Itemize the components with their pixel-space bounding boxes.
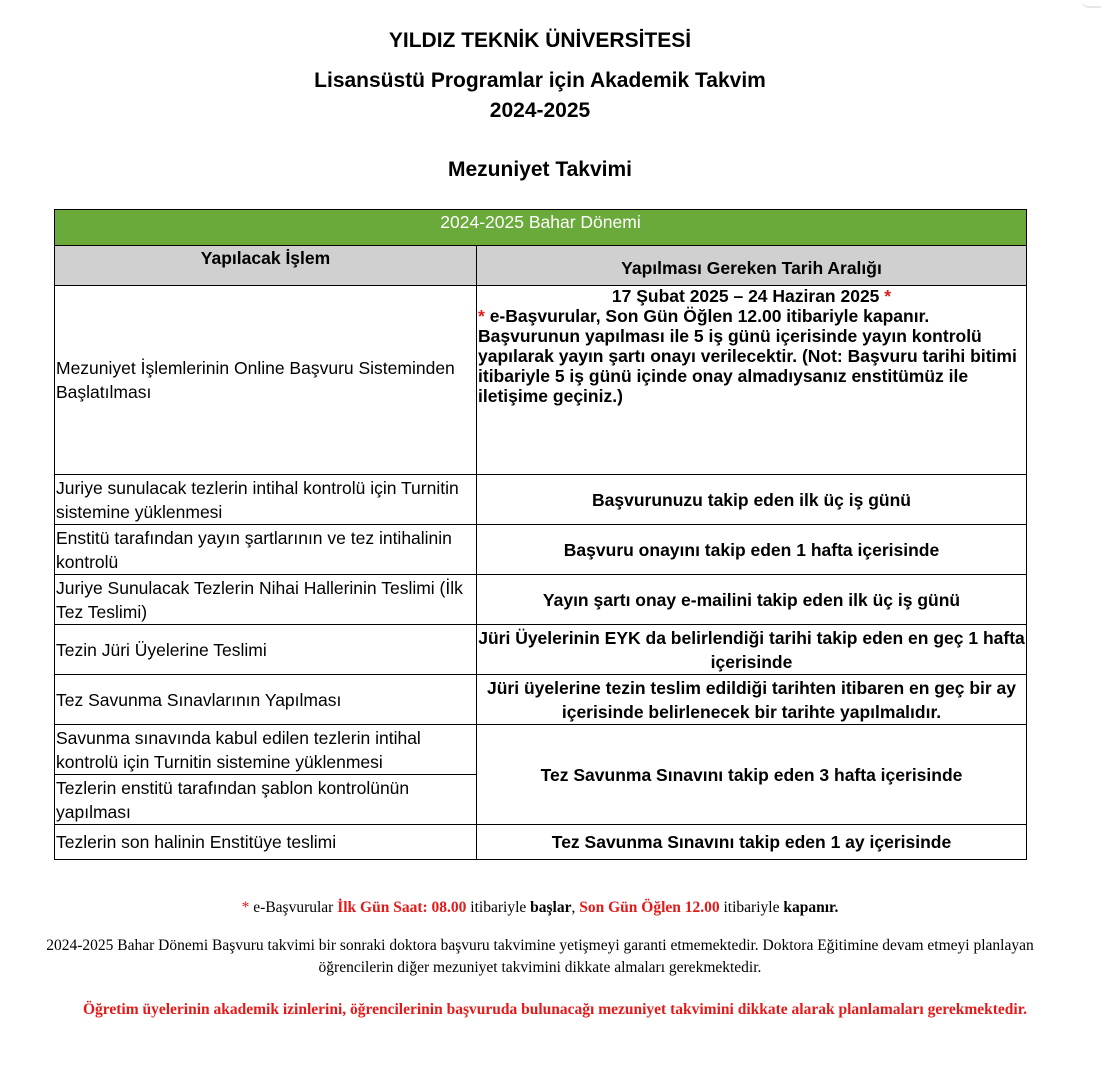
application-detail: e-Başvurular, Son Gün Öğlen 12.00 itibariyle kapanır. Başvurunun yapılması ile 5 iş günü içerisinde yayın kontrolü yapılarak yayın şartı onayı verilecektir. (Not: Başvuru tarihi bitimi itibariyle 5 iş günü içinde onay almadıysanız enstitümüz ile iletişime geçiniz.) (478, 306, 1017, 406)
note-end-time: Son Gün Öğlen 12.00 (579, 899, 720, 916)
task-cell: Enstitü tarafından yayın şartlarının ve tez intihalinin kontrolü (55, 525, 477, 575)
calendar-subtitle: Lisansüstü Programlar için Akademik Takvim (314, 69, 766, 92)
deadline-cell: Jüri üyelerine tezin teslim edildiği tarihten itibaren en geç bir ay içerisinde belirlenecek bir tarihte yapılmalıdır. (477, 675, 1027, 725)
task-cell: Mezuniyet İşlemlerinin Online Başvuru Sisteminden Başlatılması (55, 286, 477, 475)
graduation-calendar-table (54, 209, 1027, 860)
asterisk-mark: * (241, 899, 250, 916)
table-row (55, 625, 1027, 675)
note-start-time: İlk Gün Saat: 08.00 (337, 899, 467, 916)
university-title: YILDIZ TEKNİK ÜNİVERSİTESİ (388, 29, 692, 52)
column-header-date-range: Yapılması Gereken Tarih Aralığı (477, 246, 1027, 286)
table-row (55, 725, 1027, 775)
task-cell: Savunma sınavında kabul edilen tezlerin intihal kontrolü için Turnitin sistemine yüklenmesi (55, 725, 477, 775)
task-cell: Juriye sunulacak tezlerin intihal kontrolü için Turnitin sistemine yüklenmesi (55, 475, 477, 525)
deadline-cell: Jüri Üyelerinin EYK da belirlendiği tarihi takip eden en geç 1 hafta içerisinde (477, 625, 1027, 675)
faculty-reminder-note: Öğretim üyelerinin akademik izinlerini, öğrencilerinin başvuruda bulunacağı mezuniyet takvimini dikkate alarak planlamaları gerekmektedir. (82, 1001, 1028, 1018)
table-row (55, 475, 1027, 525)
asterisk-mark: * (884, 286, 892, 306)
table-row (55, 825, 1027, 860)
semester-label: 2024-2025 Bahar Dönemi (55, 210, 1027, 246)
application-date-range (478, 286, 1025, 306)
asterisk-mark: * (478, 306, 485, 326)
task-cell: Tezin Jüri Üyelerine Teslimi (55, 625, 477, 675)
column-header-task: Yapılacak İşlem (55, 246, 477, 286)
deadline-cell: Tez Savunma Sınavını takip eden 1 ay içerisinde (477, 825, 1027, 860)
note-text: e-Başvurular (249, 899, 338, 916)
deadline-cell: Tez Savunma Sınavını takip eden 3 hafta içerisinde (477, 725, 1027, 825)
task-cell: Tezlerin enstitü tarafından şablon kontrolünün yapılması (55, 775, 477, 825)
page-corner-decoration (1081, 0, 1101, 8)
table-row (55, 675, 1027, 725)
table-row (55, 525, 1027, 575)
table-header-row (55, 246, 1027, 286)
note-text: kapanır. (783, 899, 839, 916)
date-range-text: 17 Şubat 2025 – 24 Haziran 2025 (611, 286, 880, 306)
table-row (55, 286, 1027, 475)
deadline-cell: Başvuru onayını takip eden 1 hafta içerisinde (477, 525, 1027, 575)
deadline-cell (477, 286, 1027, 475)
section-title: Mezuniyet Takvimi (448, 158, 632, 181)
deadline-cell: Yayın şartı onay e-mailini takip eden ilk üç iş günü (477, 575, 1027, 625)
table-row (55, 575, 1027, 625)
application-hours-note (0, 897, 1080, 919)
task-cell: Juriye Sunulacak Tezlerin Nihai Hallerinin Teslimi (İlk Tez Teslimi) (55, 575, 477, 625)
semester-row (55, 210, 1027, 246)
academic-year: 2024-2025 (489, 99, 591, 122)
doctoral-warning-note: 2024-2025 Bahar Dönemi Başvuru takvimi bir sonraki doktora başvuru takvimine yetişmeyi garanti etmemektedir. Doktora Eğitimine devam etmeyi planlayan öğrencilerin diğer mezuniyet takvimini dikkate almaları gerekmektedir. (46, 937, 1034, 976)
note-text: başlar (530, 899, 572, 916)
deadline-cell: Başvurunuzu takip eden ilk üç iş günü (477, 475, 1027, 525)
note-text: itibariyle (719, 899, 784, 916)
note-text: itibariyle (466, 899, 531, 916)
note-text: , (571, 899, 580, 916)
task-cell: Tezlerin son halinin Enstitüye teslimi (55, 825, 477, 860)
task-cell: Tez Savunma Sınavlarının Yapılması (55, 675, 477, 725)
